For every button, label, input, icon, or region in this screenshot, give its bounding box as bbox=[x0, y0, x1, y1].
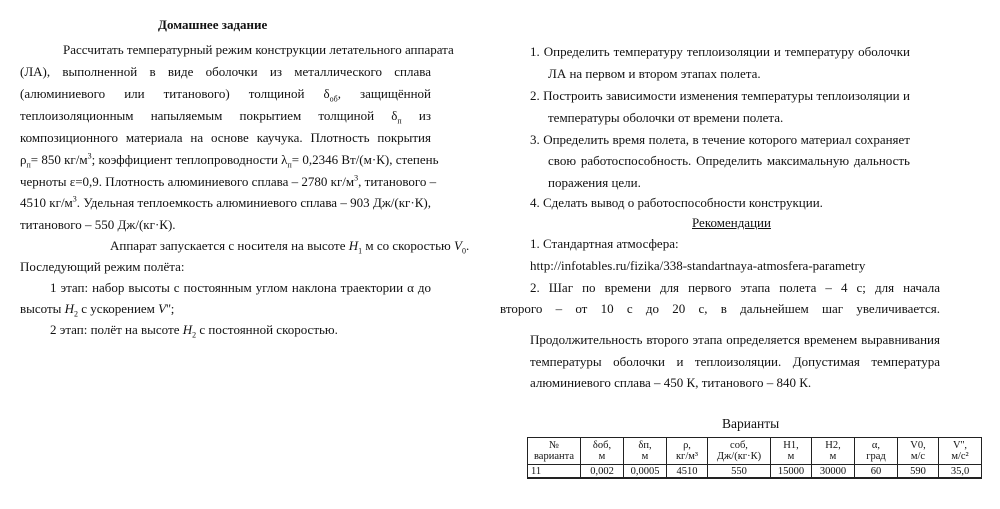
text-line: Продолжительность второго этапа определяется временем выравнивания bbox=[530, 332, 940, 347]
table-cell: 35,0 bbox=[939, 465, 982, 479]
text-line: 2 этап: полёт на высоте $H_2$ с постоянной скоростью. bbox=[50, 322, 338, 340]
table-cell: 550 bbox=[708, 465, 771, 479]
header-unit: варианта bbox=[533, 451, 574, 462]
text-line: высоты $H_2$ с ускорением V''; bbox=[20, 301, 175, 319]
text-line: 3. Определить время полета, в течение которого материал сохраняет bbox=[530, 132, 910, 147]
variants-table bbox=[527, 437, 982, 479]
table-header-cell bbox=[898, 438, 939, 465]
text-line: температуры оболочки и теплоизоляции. Допустимая температура bbox=[530, 354, 940, 369]
text-line: температуры оболочки от времени полета. bbox=[548, 110, 784, 125]
table-cell: 11 bbox=[528, 465, 581, 479]
header-unit: м bbox=[641, 451, 649, 462]
table-header-cell bbox=[708, 438, 771, 465]
header-unit: град bbox=[866, 451, 886, 462]
text-line: композиционного материала на основе каучука. Плотность покрытия bbox=[20, 130, 431, 145]
header-symbol: δп, bbox=[638, 440, 652, 451]
header-unit: м/с bbox=[910, 451, 926, 462]
text-line: $\rho_п= 850$ $кг/м^3$; коэффициент теплопроводности $\lambda_п= 0,2346$ Вт/(м·К), степень bbox=[20, 151, 439, 170]
text-segment: V bbox=[158, 301, 167, 316]
header-symbol: V0, bbox=[910, 440, 926, 451]
text-line: 4510 $кг/м^3$. Удельная теплоемкость алюминиевого сплава – 903 Дж/(кг·К), bbox=[20, 194, 431, 210]
document-title: Домашнее задание bbox=[158, 17, 268, 32]
header-unit: м/с² bbox=[951, 451, 969, 462]
header-symbol: H1, bbox=[783, 440, 799, 451]
text-line: 2. Шаг по времени для первого этапа полета – 4 с; для начала bbox=[530, 280, 940, 295]
table-header-cell bbox=[771, 438, 812, 465]
text-line: 1 этап: набор высоты с постоянным углом наклона траектории α до bbox=[50, 280, 431, 295]
text-segment: 0 bbox=[461, 246, 466, 256]
text-line: свою работоспособность. Определить максимальную дальность bbox=[548, 153, 910, 168]
text-line: 1. Определить температуру теплоизоляции и температуру оболочки bbox=[530, 44, 910, 59]
text-line: черноты ε=0,9. Плотность алюминиевого сплава – 2780 $кг/м^3$, титанового – bbox=[20, 173, 437, 189]
text-segment: 1 bbox=[358, 246, 363, 256]
text-line: http://infotables.ru/fizika/338-standartnaya-atmosfera-parametry bbox=[530, 258, 866, 273]
text-line: ЛА на первом и втором этапах полета. bbox=[548, 66, 761, 81]
table-header-cell bbox=[667, 438, 708, 465]
header-symbol: H2, bbox=[825, 440, 841, 451]
text-line: Последующий режим полёта: bbox=[20, 259, 185, 274]
table-cell: 30000 bbox=[812, 465, 855, 479]
header-unit: кг/м³ bbox=[675, 451, 699, 462]
text-line: 2. Построить зависимости изменения температуры теплоизоляции и bbox=[530, 88, 910, 103]
table-cell: 4510 bbox=[667, 465, 708, 479]
text-line: второго – от 10 с до 20 с, в дальнейшем шаг увеличивается. bbox=[500, 301, 940, 316]
table-cell: 60 bbox=[855, 465, 898, 479]
text-line: (алюминиевого или титанового) толщиной $\delta_{об}$, защищённой bbox=[20, 86, 431, 104]
table-cell: 15000 bbox=[771, 465, 812, 479]
header-symbol: ρ, bbox=[683, 440, 691, 451]
header-unit: м bbox=[598, 451, 606, 462]
header-unit: м bbox=[829, 451, 837, 462]
table-header-cell bbox=[624, 438, 667, 465]
text-segment: 3 bbox=[72, 194, 77, 204]
header-unit: м bbox=[787, 451, 795, 462]
variants-heading: Варианты bbox=[722, 416, 780, 431]
text-segment: 3 bbox=[87, 151, 92, 161]
text-segment: 2 bbox=[74, 309, 79, 319]
text-segment: H bbox=[348, 238, 359, 253]
table-header-cell bbox=[939, 438, 982, 465]
table-header-cell bbox=[581, 438, 624, 465]
text-line: титанового – 550 Дж/(кг·К). bbox=[20, 217, 176, 232]
text-segment: H bbox=[64, 301, 75, 316]
text-segment: п bbox=[287, 160, 292, 170]
text-segment: 3 bbox=[354, 173, 359, 183]
text-line: 1. Стандартная атмосфера: bbox=[530, 236, 679, 251]
text-segment: п bbox=[26, 160, 31, 170]
text-line: 4. Сделать вывод о работоспособности конструкции. bbox=[530, 195, 823, 210]
text-segment: 2 bbox=[192, 330, 197, 340]
table-cell: 590 bbox=[898, 465, 939, 479]
table-header-cell bbox=[812, 438, 855, 465]
recommendations-heading: Рекомендации bbox=[692, 215, 771, 230]
text-line: Рассчитать температурный режим конструкции летательного аппарата bbox=[63, 42, 454, 57]
header-symbol: cоб, bbox=[730, 440, 748, 451]
text-segment: V bbox=[453, 238, 462, 253]
table-header-cell bbox=[855, 438, 898, 465]
text-line: поражения цели. bbox=[548, 175, 641, 190]
header-symbol: α, bbox=[871, 440, 881, 451]
table-header-row bbox=[528, 438, 982, 465]
text-line: (ЛА), выполненной в виде оболочки из металлического сплава bbox=[20, 64, 431, 79]
header-symbol: V'', bbox=[953, 440, 967, 451]
text-line: алюминиевого сплава – 450 К, титанового – 840 К. bbox=[530, 375, 812, 390]
table-header-cell bbox=[528, 438, 581, 465]
header-symbol: δоб, bbox=[592, 440, 612, 451]
table-row bbox=[528, 465, 982, 479]
text-line: теплоизоляционным напыляемым покрытием толщиной $\delta_п$ из bbox=[20, 108, 431, 126]
text-segment: п bbox=[397, 116, 402, 126]
header-unit: Дж/(кг·К) bbox=[716, 451, 762, 462]
text-segment: H bbox=[182, 322, 193, 337]
text-line: Аппарат запускается с носителя на высоте $H_1$ м со скоростью $V_0$. bbox=[110, 238, 470, 256]
table-cell: 0,002 bbox=[581, 465, 624, 479]
text-segment: об bbox=[329, 94, 338, 104]
header-symbol: № bbox=[548, 440, 560, 451]
table-cell: 0,0005 bbox=[624, 465, 667, 479]
